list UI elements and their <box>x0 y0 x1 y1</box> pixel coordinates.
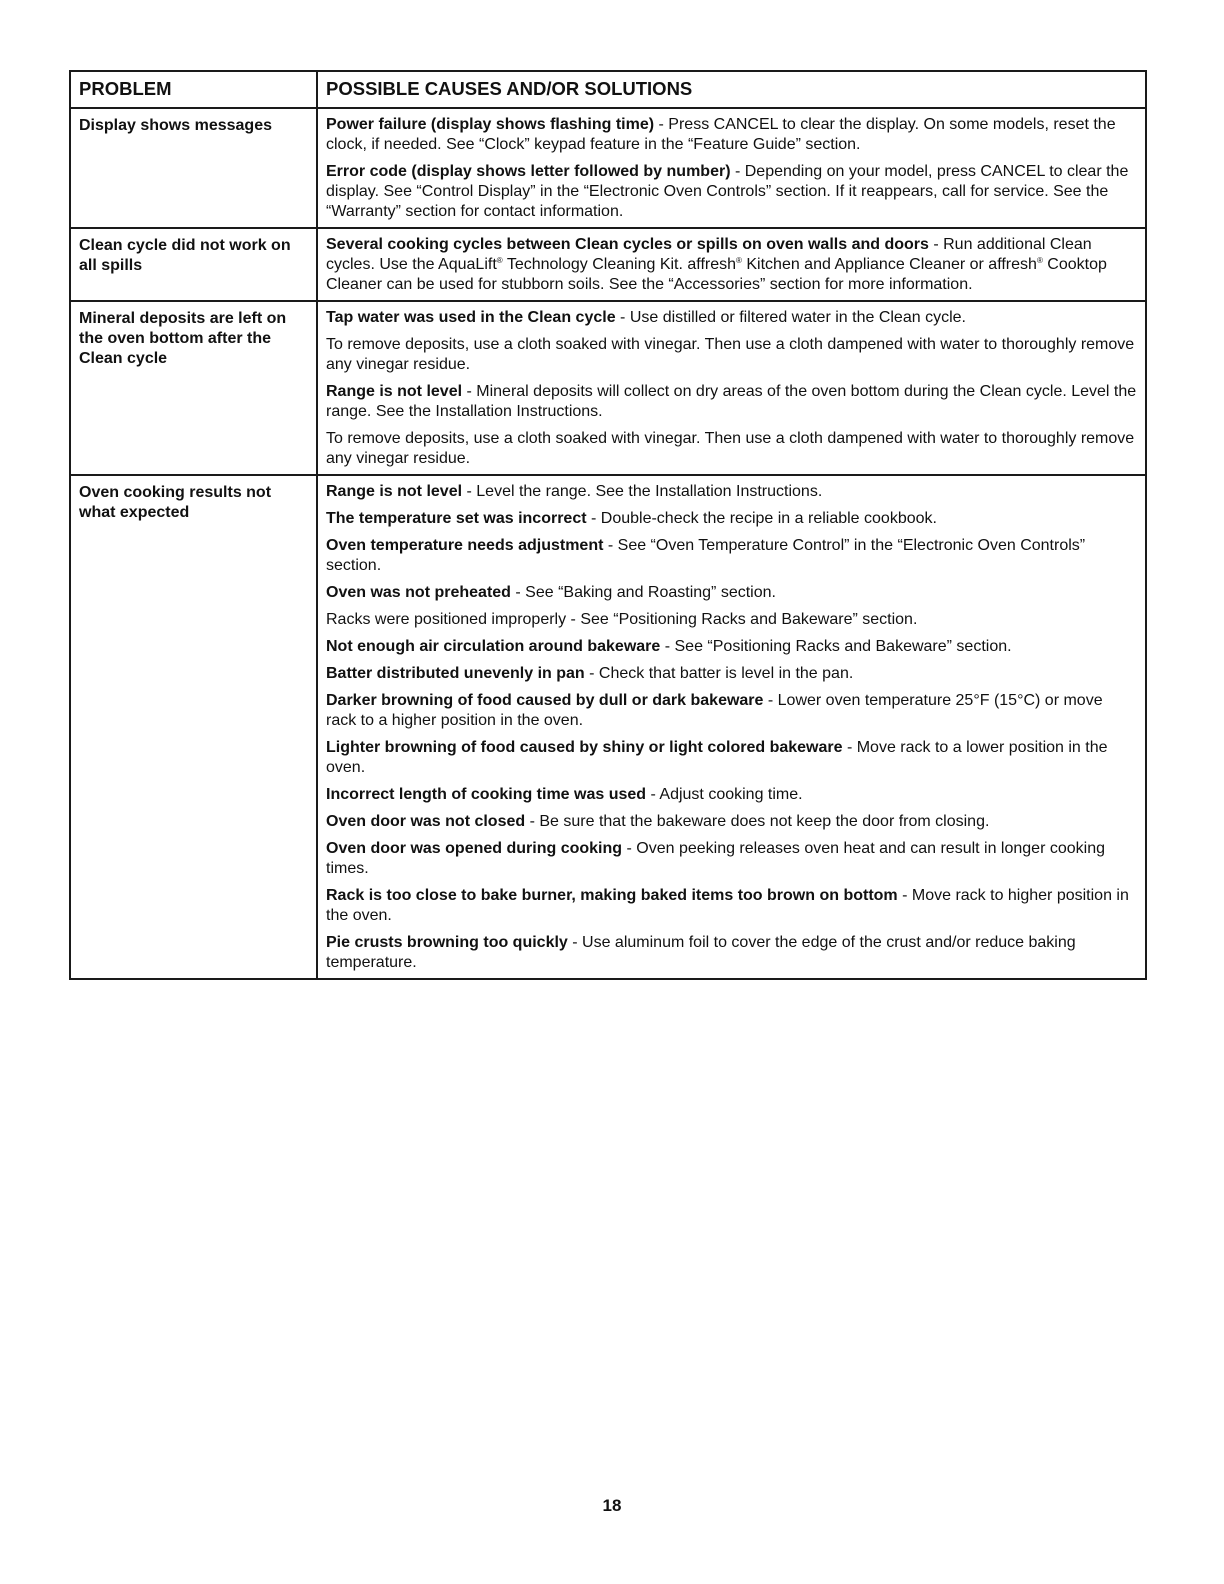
problem-column-header: PROBLEM <box>70 71 317 108</box>
cause-label: The temperature set was incorrect <box>326 510 587 527</box>
solution-item <box>326 691 1137 731</box>
cause-label: Oven door was not closed <box>326 813 526 830</box>
solution-item <box>326 738 1137 778</box>
table-row <box>70 301 1146 475</box>
solution-text: Kitchen and Appliance Cleaner or affresh <box>741 256 1037 273</box>
registered-mark: ® <box>1036 256 1043 265</box>
cause-label: Range is not level <box>326 383 463 400</box>
table-row <box>70 475 1146 979</box>
solution-item <box>326 308 1137 328</box>
solution-item <box>326 785 1137 805</box>
solution-item <box>326 536 1137 576</box>
solution-text: - Be sure that the bakeware does not keep the door from closing. <box>525 813 990 830</box>
solution-item <box>326 933 1137 973</box>
cause-label: Tap water was used in the Clean cycle <box>326 309 616 326</box>
solution-text: To remove deposits, use a cloth soaked with vinegar. Then use a cloth dampened with water to thoroughly remove any vinegar residue. <box>326 336 1135 373</box>
table-row <box>70 108 1146 228</box>
cause-label: Power failure (display shows flashing time) <box>326 116 655 133</box>
solution-item <box>326 115 1137 155</box>
solution-text: - Use distilled or filtered water in the Clean cycle. <box>615 309 966 326</box>
problem-cell: Clean cycle did not work on all spills <box>70 228 317 301</box>
cause-label: Error code (display shows letter followed by number) <box>326 163 731 180</box>
solution-text: - Double-check the recipe in a reliable cookbook. <box>586 510 937 527</box>
solution-text: - Oven peeking releases oven heat and can result in longer cooking times. <box>326 840 1105 877</box>
solution-item <box>326 335 1137 375</box>
table-row <box>70 228 1146 301</box>
solution-item <box>326 583 1137 603</box>
solution-text: - Depending on your model, press CANCEL to clear the display. See “Control Display” in the “Electronic Oven Controls” section. If it reappears, call for service. See the “Warranty” section for contact information. <box>326 163 1129 220</box>
cause-label: Rack is too close to bake burner, making baked items too brown on bottom <box>326 887 898 904</box>
solution-text: Technology Cleaning Kit. affresh <box>502 256 737 273</box>
solution-item <box>326 886 1137 926</box>
solution-item <box>326 664 1137 684</box>
solution-text: - See “Positioning Racks and Bakeware” section. <box>660 638 1012 655</box>
cause-label: Batter distributed unevenly in pan <box>326 665 585 682</box>
solution-text: - Move rack to higher position in the oven. <box>326 887 1129 924</box>
solutions-column-header: POSSIBLE CAUSES AND/OR SOLUTIONS <box>317 71 1146 108</box>
solutions-cell <box>317 228 1146 301</box>
cause-label: Lighter browning of food caused by shiny or light colored bakeware <box>326 739 843 756</box>
solution-item <box>326 509 1137 529</box>
solution-text: - Check that batter is level in the pan. <box>584 665 854 682</box>
problem-cell: Display shows messages <box>70 108 317 228</box>
solution-text: - See “Oven Temperature Control” in the “Electronic Oven Controls” section. <box>326 537 1086 574</box>
page-number: 18 <box>602 1496 622 1515</box>
solution-item <box>326 637 1137 657</box>
table-header-row <box>70 71 1146 108</box>
solution-item <box>326 482 1137 502</box>
problem-cell: Mineral deposits are left on the oven bottom after the Clean cycle <box>70 301 317 475</box>
solution-text: - Lower oven temperature 25°F (15°C) or move rack to a higher position in the oven. <box>326 692 1103 729</box>
troubleshooting-table <box>69 70 1147 980</box>
cause-label: Oven door was opened during cooking <box>326 840 623 857</box>
solution-item <box>326 162 1137 222</box>
solution-text: - Run additional Clean cycles. Use the AquaLift <box>326 236 1092 273</box>
cause-label: Not enough air circulation around bakeware <box>326 638 661 655</box>
solution-text: - Press CANCEL to clear the display. On some models, reset the clock, if needed. See “Clock” keypad feature in the “Feature Guide” section. <box>326 116 1116 153</box>
cause-label: Darker browning of food caused by dull or dark bakeware <box>326 692 764 709</box>
solution-text: - Use aluminum foil to cover the edge of the crust and/or reduce baking temperature. <box>326 934 1076 971</box>
problem-cell: Oven cooking results not what expected <box>70 475 317 979</box>
solution-text: - Mineral deposits will collect on dry areas of the oven bottom during the Clean cycle. Level the range. See the Installation Instructions. <box>326 383 1137 420</box>
solution-text: - Adjust cooking time. <box>646 786 803 803</box>
solution-text: - Level the range. See the Installation Instructions. <box>462 483 823 500</box>
cause-label: Range is not level <box>326 483 463 500</box>
solutions-cell <box>317 301 1146 475</box>
cause-label: Oven temperature needs adjustment <box>326 537 604 554</box>
cause-label: Oven was not preheated <box>326 584 511 601</box>
registered-mark: ® <box>496 256 503 265</box>
cause-label: Several cooking cycles between Clean cycles or spills on oven walls and doors <box>326 236 929 253</box>
solution-item <box>326 812 1137 832</box>
solution-item <box>326 839 1137 879</box>
solution-text: Racks were positioned improperly - See “Positioning Racks and Bakeware” section. <box>326 611 918 628</box>
solutions-cell <box>317 475 1146 979</box>
solution-text: - See “Baking and Roasting” section. <box>510 584 776 601</box>
solution-text: Cooktop Cleaner can be used for stubborn soils. See the “Accessories” section for more information. <box>326 256 1107 293</box>
solution-item <box>326 429 1137 469</box>
solution-text: To remove deposits, use a cloth soaked with vinegar. Then use a cloth dampened with water to thoroughly remove any vinegar residue. <box>326 430 1135 467</box>
cause-label: Pie crusts browning too quickly <box>326 934 568 951</box>
solution-item <box>326 382 1137 422</box>
solution-item <box>326 235 1137 295</box>
solution-text: - Move rack to a lower position in the oven. <box>326 739 1108 776</box>
cause-label: Incorrect length of cooking time was used <box>326 786 647 803</box>
registered-mark: ® <box>736 256 742 265</box>
solution-item <box>326 610 1137 630</box>
solutions-cell <box>317 108 1146 228</box>
